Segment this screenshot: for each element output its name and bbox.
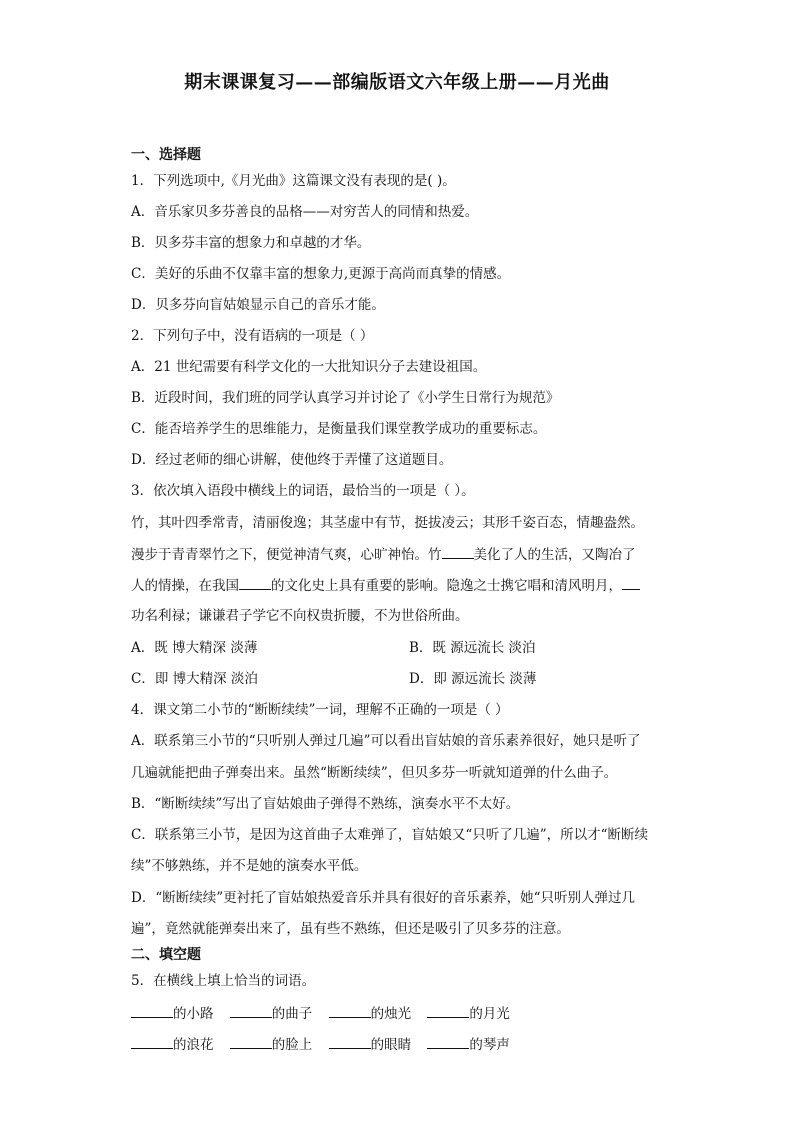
fill-item bbox=[230, 1034, 313, 1055]
answer-blank[interactable] bbox=[427, 1003, 469, 1018]
q2-option-b: B．近段时间，我们班的同学认真学习并讨论了《小学生日常行为规范》 bbox=[131, 390, 560, 406]
answer-blank[interactable] bbox=[329, 1034, 371, 1049]
q4-option-a-line1: A．联系第三小节的“只听别人弹过几遍”可以看出盲姑娘的音乐素养很好，她只是听了 bbox=[131, 733, 641, 749]
fill-item bbox=[131, 1034, 214, 1055]
q2-option-a: A．21 世纪需要有科学文化的一大批知识分子去建设祖国。 bbox=[131, 359, 487, 375]
q3-passage-text: 的文化史上具有重要的影响。隐逸之士携它唱和清风明月， bbox=[271, 578, 622, 594]
q3-passage-line3 bbox=[131, 575, 640, 596]
fill-item bbox=[427, 1034, 510, 1055]
q4-option-c-line1: C．联系第三小节，是因为这首曲子太难弹了，盲姑娘又“只听了几遍”，所以才“断断续 bbox=[131, 827, 649, 843]
q4-option-c-line2: 续”不够熟练，并不是她的演奏水平低。 bbox=[131, 858, 368, 874]
answer-blank[interactable] bbox=[230, 1034, 272, 1049]
section-heading-fill: 二、填空题 bbox=[131, 947, 201, 963]
answer-blank[interactable] bbox=[442, 544, 474, 559]
q3-passage-text: 美化了人的生活，又陶冶了 bbox=[473, 547, 636, 563]
fill-suffix: 的小路 bbox=[173, 1006, 214, 1022]
fill-suffix: 的眼睛 bbox=[370, 1037, 412, 1053]
q1-option-b: B．贝多芬丰富的想象力和卓越的才华。 bbox=[131, 235, 371, 251]
fill-item bbox=[131, 1003, 214, 1024]
q4-option-d-line2: 遍”，竟然就能弹奏出来了，虽有些不熟练，但还是吸引了贝多芬的注意。 bbox=[131, 921, 570, 937]
fill-item bbox=[329, 1034, 412, 1055]
q3-passage-line1: 竹，其叶四季常青，清丽俊逸；其茎虚中有节，挺拔凌云；其形千姿百态，情趣盎然。 bbox=[131, 515, 644, 531]
q3-options-row1 bbox=[131, 638, 257, 658]
answer-blank[interactable] bbox=[131, 1003, 173, 1018]
q4-stem: 4．课文第二小节的“断断续续”一词，理解不正确的一项是（ ） bbox=[131, 702, 509, 718]
answer-blank[interactable] bbox=[427, 1034, 469, 1049]
fill-suffix: 的烛光 bbox=[370, 1006, 412, 1022]
fill-item bbox=[427, 1003, 510, 1024]
fill-suffix: 的曲子 bbox=[271, 1006, 313, 1022]
answer-blank[interactable] bbox=[329, 1003, 371, 1018]
fill-item bbox=[329, 1003, 412, 1024]
fill-suffix: 的月光 bbox=[469, 1006, 510, 1022]
answer-blank[interactable] bbox=[230, 1003, 272, 1018]
q2-option-c: C．能否培养学生的思维能力，是衡量我们课堂教学成功的重要标志。 bbox=[131, 421, 547, 437]
q5-row-1 bbox=[131, 1003, 522, 1024]
q2-option-d: D．经过老师的细心讲解，使他终于弄懂了这道题目。 bbox=[131, 452, 453, 468]
q1-option-c: C．美好的乐曲不仅靠丰富的想象力,更源于高尚而真挚的情感。 bbox=[131, 266, 511, 282]
q5-stem: 5．在横线上填上恰当的词语。 bbox=[131, 973, 316, 989]
section-heading-choice: 一、选择题 bbox=[131, 147, 201, 163]
fill-suffix: 的脸上 bbox=[271, 1037, 313, 1053]
fill-suffix: 的浪花 bbox=[173, 1037, 214, 1053]
q4-option-d-line1: D．“断断续续”更衬托了盲姑娘热爱音乐并具有很好的音乐素养，她“只听别人弹过几 bbox=[131, 890, 636, 906]
fill-item bbox=[230, 1003, 313, 1024]
q3-passage-text: 漫步于青青翠竹之下，便觉神清气爽，心旷神怡。竹 bbox=[131, 547, 442, 563]
q1-option-d: D．贝多芬向盲姑娘显示自己的音乐才能。 bbox=[131, 297, 385, 313]
q3-passage-line2 bbox=[131, 544, 636, 565]
q4-option-a-line2: 几遍就能把曲子弹奏出来。虽然“断断续续”，但贝多芬一听就知道弹的什么曲子。 bbox=[131, 765, 618, 781]
q5-row-2 bbox=[131, 1034, 522, 1055]
q1-option-a: A．音乐家贝多芬善良的品格——对穷苦人的同情和热爱。 bbox=[131, 204, 479, 220]
answer-blank[interactable] bbox=[622, 575, 640, 590]
q3-option-b: B．既 源远流长 淡泊 bbox=[409, 640, 536, 656]
q4-option-b: B．“断断续续”写出了盲姑娘曲子弹得不熟练，演奏水平不太好。 bbox=[131, 796, 520, 812]
q1-stem: 1．下列选项中,《月光曲》这篇课文没有表现的是( )。 bbox=[131, 173, 456, 189]
q3-option-c: C．即 博大精深 淡泊 bbox=[131, 671, 258, 687]
q3-passage-text: 人的情操，在我国 bbox=[131, 578, 239, 594]
answer-blank[interactable] bbox=[239, 575, 271, 590]
q2-stem: 2．下列句子中，没有语病的一项是（ ） bbox=[131, 328, 374, 344]
q3-stem: 3．依次填入语段中横线上的词语，最恰当的一项是（ ）。 bbox=[131, 483, 475, 499]
page-title: 期末课课复习——部编版语文六年级上册——月光曲 bbox=[184, 72, 610, 93]
q3-option-a: A．既 博大精深 淡薄 bbox=[131, 640, 258, 656]
answer-blank[interactable] bbox=[131, 1034, 173, 1049]
fill-suffix: 的琴声 bbox=[469, 1037, 510, 1053]
q3-option-d: D．即 源远流长 淡薄 bbox=[409, 671, 537, 687]
q3-passage-line4: 功名利禄；谦谦君子学它不向权贵折腰，不为世俗所曲。 bbox=[131, 608, 469, 624]
